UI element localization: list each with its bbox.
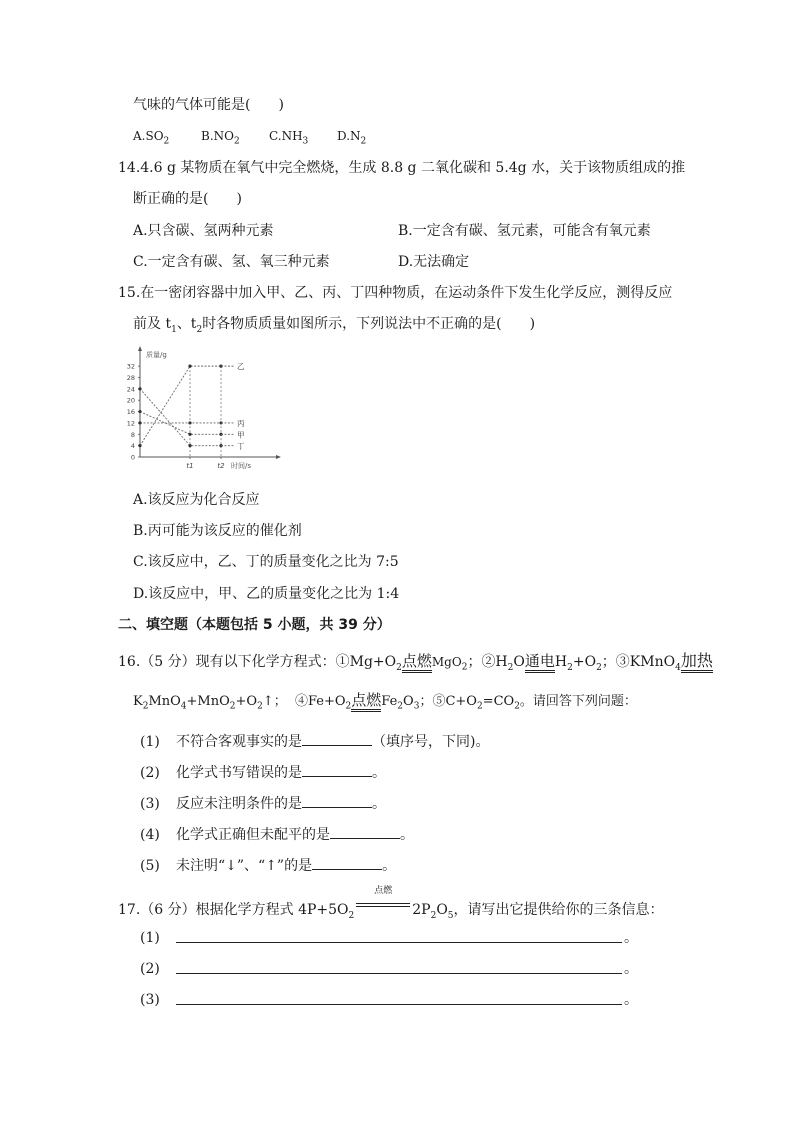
- q17-stem: 17.（6 分）根据化学方程式 $4P+5O_2$ 点燃 $2P_2O_5$，请写出它提供给你的三条信息：: [118, 886, 664, 921]
- y-tick-label: 0: [130, 453, 135, 462]
- series-line-丁: [140, 389, 221, 446]
- answer-blank-2[interactable]: [302, 762, 372, 777]
- q15-stem-line2: 前及 $t_1$、$t_2$时各物质质量如图所示，下列说法中不正确的是( ): [133, 316, 536, 335]
- q16-sub4: (4) 化学式正确但未配平的是 。: [140, 824, 414, 845]
- data-point: [188, 433, 191, 436]
- q17-line1-end: 。: [624, 930, 638, 946]
- q14-stem-line2: 断正确的是( ): [133, 191, 242, 207]
- answer-line-1[interactable]: [176, 942, 622, 943]
- section-title: 二、填空题（本题包括 5 小题，共 39 分）: [118, 617, 391, 633]
- q16-line2: $K_2MnO_4+MnO_2+O_2↑$； $④Fe+O_2$点燃$Fe_2O_3$；$⑤C+O_2=CO_2$。请回答下列问题：: [133, 691, 637, 712]
- x-tick-label: t2: [217, 462, 225, 470]
- data-point: [138, 410, 141, 413]
- q13-option-a: $A.SO_2$: [133, 129, 170, 147]
- answer-line-2[interactable]: [176, 973, 622, 974]
- series-line-乙: [140, 366, 221, 446]
- q14-stem-line1: 14.4.6 g 某物质在氧气中完全燃烧，生成 8.8 g 二氧化碳和 5.4g 水，关于该物质组成的推: [118, 160, 686, 176]
- data-point: [138, 444, 141, 447]
- q16-line1: 16.（5 分）现有以下化学方程式：$①Mg+O_2$点燃MgO$_2$；$②H_2O$通电$H_2+O_2$；③KMnO$_4$加热: [118, 651, 713, 673]
- q16-sub3: (3) 反应未注明条件的是 。: [140, 793, 386, 814]
- y-tick-label: 20: [126, 396, 135, 405]
- q14-option-a: A.只含碳、氢两种元素: [133, 223, 274, 239]
- data-point: [138, 387, 141, 390]
- answer-blank-1[interactable]: [302, 731, 372, 746]
- answer-blank-4[interactable]: [330, 824, 400, 839]
- series-label: 丙: [237, 418, 245, 428]
- mass-time-chart: [118, 345, 288, 473]
- q16-sub2: (2) 化学式书写错误的是 。: [140, 762, 386, 783]
- q16-sub5: (5) 未注明“↓”、“↑”的是 。: [140, 855, 396, 876]
- q15-option-c: C.该反应中，乙、丁的质量变化之比为 7:5: [133, 554, 399, 570]
- q13-option-c: $C.NH_3$: [269, 129, 309, 147]
- data-point: [188, 421, 191, 424]
- series-label: 乙: [237, 362, 245, 372]
- q14-option-d: D.无法确定: [398, 254, 470, 270]
- x-tick-label: t1: [186, 462, 194, 470]
- y-tick-label: 8: [130, 430, 135, 439]
- data-point: [188, 365, 191, 368]
- data-point: [138, 421, 141, 424]
- y-axis-label: 质量/g: [146, 351, 167, 359]
- y-tick-label: 12: [126, 419, 135, 428]
- y-tick-label: 16: [126, 408, 135, 417]
- q14-option-c: C.一定含有碳、氢、氧三种元素: [133, 254, 330, 270]
- y-tick-label: 28: [126, 373, 135, 382]
- answer-blank-5[interactable]: [312, 855, 382, 870]
- q17-line3-label: (3): [140, 992, 160, 1008]
- q16-sub1: (1) 不符合客观事实的是 （填序号，下同)。: [140, 731, 489, 752]
- q17-line2-label: (2): [140, 961, 160, 977]
- q13-option-d: $D.N_2$: [337, 129, 367, 147]
- data-point: [188, 444, 191, 447]
- q15-option-a: A.该反应为化合反应: [133, 492, 260, 508]
- q13-stem: 气味的气体可能是( ): [133, 97, 284, 113]
- reaction-condition: 点燃: [354, 900, 412, 920]
- q17-line1-label: (1): [140, 930, 160, 946]
- x-axis-arrow: [276, 455, 281, 459]
- series-label: 甲: [237, 430, 245, 440]
- q13-options: [133, 126, 366, 151]
- series-label: 丁: [237, 441, 245, 451]
- q17-line3-end: 。: [624, 992, 638, 1008]
- q14-option-b: B.一定含有碳、氢元素，可能含有氧元素: [398, 223, 651, 239]
- x-axis-label: 时间/s: [231, 462, 252, 470]
- q15-option-b: B.丙可能为该反应的催化剂: [133, 523, 302, 539]
- y-tick-label: 24: [126, 385, 135, 394]
- q17-line2-end: 。: [624, 961, 638, 977]
- y-tick-label: 32: [126, 362, 135, 371]
- q15-option-d: D.该反应中，甲、乙的质量变化之比为 1:4: [133, 586, 400, 602]
- answer-line-3[interactable]: [176, 1004, 622, 1005]
- answer-blank-3[interactable]: [302, 793, 372, 808]
- y-axis-arrow: [138, 346, 142, 351]
- y-tick-label: 4: [130, 442, 135, 451]
- q15-stem-line1: 15.在一密闭容器中加入甲、乙、丙、丁四种物质，在运动条件下发生化学反应，测得反应: [118, 285, 673, 301]
- q13-option-b: $B.NO_2$: [201, 129, 240, 147]
